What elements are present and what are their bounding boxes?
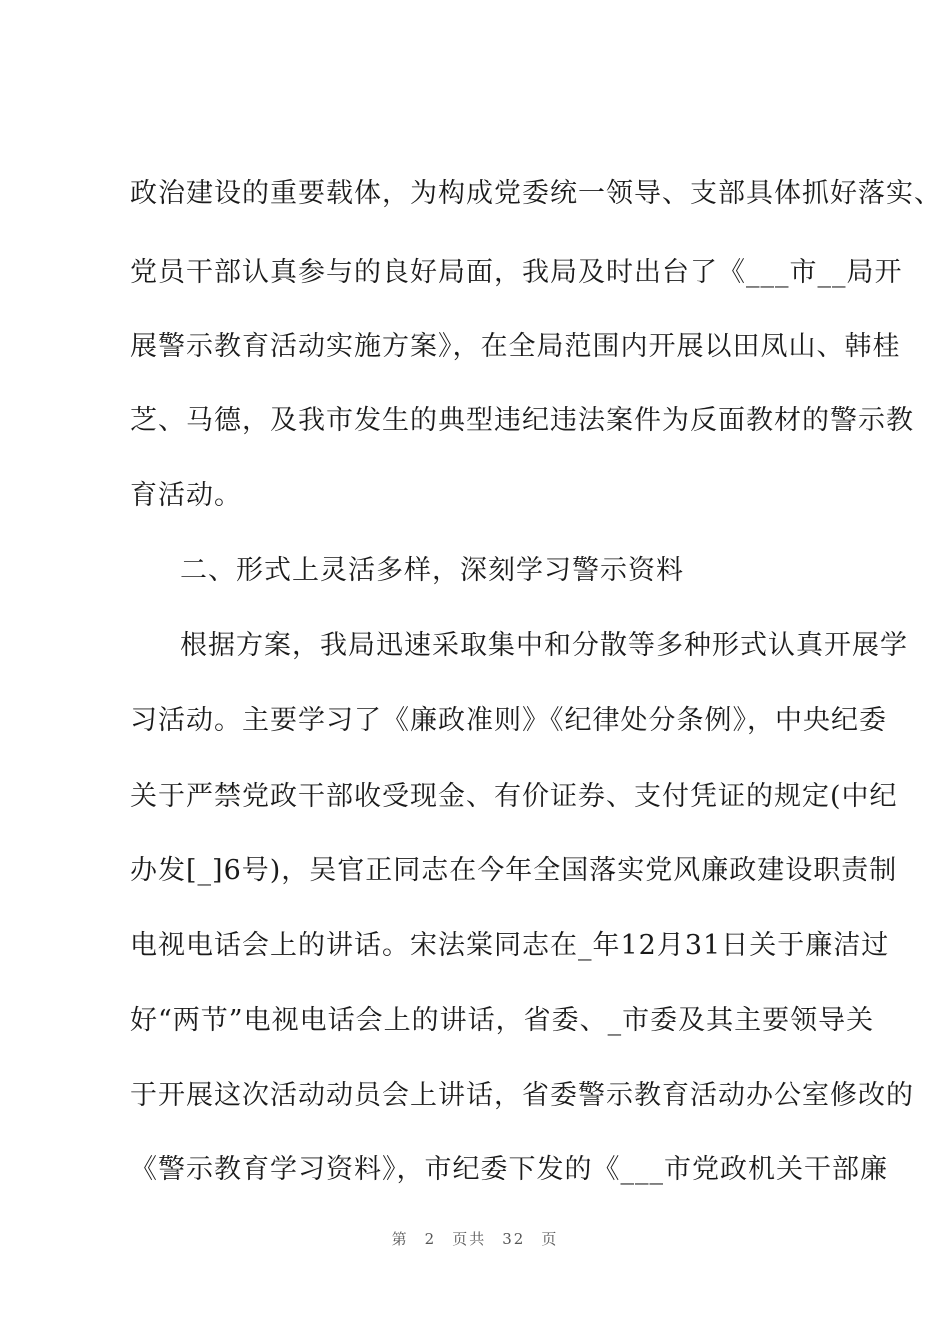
paragraph-line: 党员干部认真参与的良好局面，我局及时出台了《___市__局开 [130, 257, 903, 288]
footer-suffix: 页 [541, 1230, 559, 1248]
footer-page-number: 2 [424, 1230, 437, 1248]
paragraph-line: 电视电话会上的讲话。宋法棠同志在_年12月31日关于廉洁过 [130, 930, 890, 961]
footer-total-pages: 32 [502, 1230, 526, 1248]
paragraph-line: 《警示教育学习资料》，市纪委下发的《___市党政机关干部廉 [130, 1154, 888, 1185]
paragraph-line: 于开展这次活动动员会上讲话，省委警示教育活动办公室修改的 [130, 1080, 914, 1111]
paragraph-line: 习活动。主要学习了《廉政准则》《纪律处分条例》，中央纪委 [130, 705, 887, 736]
paragraph-line: 芝、马德，及我市发生的典型违纪违法案件为反面教材的警示教 [130, 405, 914, 436]
paragraph-line: 办发[_]6号)，吴官正同志在今年全国落实党风廉政建设职责制 [130, 855, 898, 886]
paragraph-line: 政治建设的重要载体，为构成党委统一领导、支部具体抓好落实、 [130, 178, 942, 209]
footer-middle: 页共 [452, 1230, 487, 1248]
page-footer [0, 1228, 950, 1249]
paragraph-line: 育活动。 [130, 480, 242, 511]
paragraph-line: 根据方案，我局迅速采取集中和分散等多种形式认真开展学 [180, 630, 908, 661]
section-heading: 二、形式上灵活多样，深刻学习警示资料 [180, 555, 684, 586]
footer-prefix: 第 [391, 1230, 409, 1248]
paragraph-line: 关于严禁党政干部收受现金、有价证券、支付凭证的规定(中纪 [130, 781, 898, 812]
paragraph-line: 展警示教育活动实施方案》，在全局范围内开展以田凤山、韩桂 [130, 331, 901, 362]
paragraph-line: 好“两节”电视电话会上的讲话，省委、_市委及其主要领导关 [130, 1005, 875, 1036]
